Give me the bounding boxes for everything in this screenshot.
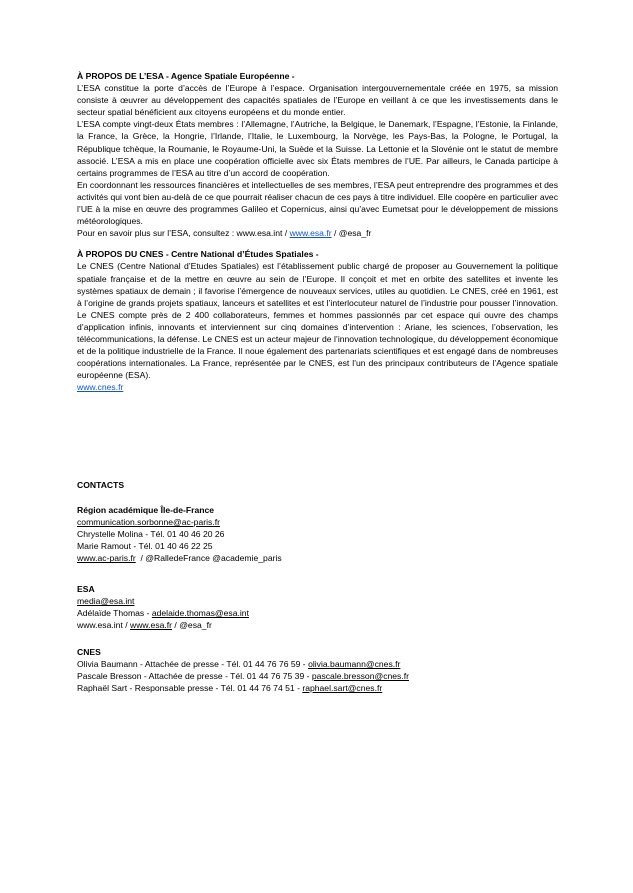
esa-web-prefix: www.esa.int / <box>77 620 131 631</box>
esa-fr-link[interactable]: www.esa.fr <box>289 228 332 239</box>
esa-person-email-link[interactable]: adelaide.thomas@esa.int <box>151 608 249 619</box>
region-title: Région académique Île-de-France <box>77 505 215 515</box>
region-web-suffix: / @RalledeFrance @academie_paris <box>135 553 282 564</box>
region-email-link[interactable]: communication.sorbonne@ac-paris.fr <box>77 517 220 528</box>
cnes-link-line <box>77 381 558 393</box>
spacer <box>77 239 558 248</box>
esa-paragraph-1: L’ESA constitue la porte d’accès de l’Europe à l’espace. Organisation intergouvernementale créée en 1975, sa mission consiste à œuvrer au développement des capacités spatiales de l’Europe en veillant à ce que les investissements dans le secteur spatial bénéficient aux citoyens européens et du monde entier. <box>77 83 558 118</box>
region-person-1: Chrystelle Molina - Tél. 01 40 46 20 26 <box>77 529 225 540</box>
about-sections <box>77 70 558 393</box>
cnes-paragraph: Le CNES (Centre National d’Etudes Spatiales) est l’établissement public chargé de proposer au Gouvernement la politique spatiale française et de la mettre en œuvre au sein de l’Europe. Il conçoit et met en orbite des satellites et invente les systèmes spatiaux de demain ; il favorise l’émergence de nouveaux services, utiles au quotidien. Le CNES, créé en 1961, est à l’origine de grands projets spatiaux, lanceurs et satellites et est l’interlocuteur naturel de l’industrie pour pousser l’innovation. Le CNES compte près de 2 400 collaborateurs, femmes et hommes passionnés par cet espace qui ouvre des champs d’application infinis, innovants et interviennent sur cinq domaines d’intervention : Ariane, les sciences, l’observation, les télécommunications, la défense. Le CNES est un acteur majeur de l’innovation technologique, du développement économique et de la politique industrielle de la France. Il noue également des partenariats scientifiques et est engagé dans de nombreuses coopérations internationales. La France, représentée par le CNES, est l’un des principaux contributeurs de l’Agence spatiale européenne (ESA). <box>77 261 558 381</box>
contact-esa <box>77 583 557 631</box>
esa-heading: À PROPOS DE L’ESA - Agence Spatiale Européenne - <box>77 71 295 81</box>
esa-paragraph-2: L’ESA compte vingt-deux États membres : l’Allemagne, l’Autriche, la Belgique, le Danemark, l’Espagne, l’Estonie, la Finlande, la France, la Grèce, la Hongrie, l’Irlande, l’Italie, le Luxembourg, la Norvège, les Pays-Bas, la Pologne, le Portugal, la République tchèque, la Roumanie, le Royaume-Uni, la Suède et la Suisse. La Lettonie et la Slovénie ont le statut de membre associé. L’ESA a mis en place une coopération officielle avec six États membres de l’UE. Par ailleurs, le Canada participe à certains programmes de l’ESA au titre d’un accord de coopération. <box>77 119 558 178</box>
esa-more-suffix: / @esa_fr <box>331 228 372 239</box>
esa-web-link[interactable]: www.esa.fr <box>130 620 173 631</box>
esa-contact-title: ESA <box>77 584 95 594</box>
cnes-person-1-email-link[interactable]: olivia.baumann@cnes.fr <box>308 659 401 670</box>
contacts-title: CONTACTS <box>77 480 125 490</box>
cnes-person-2: Pascale Bresson - Attachée de presse - Tél. 01 44 76 75 39 - <box>77 671 312 682</box>
esa-more-info <box>77 227 558 239</box>
cnes-person-3: Raphaël Sart - Responsable presse - Tél. 01 44 76 74 51 - <box>77 683 303 694</box>
cnes-person-1: Olivia Baumann - Attachée de presse - Tél. 01 44 76 76 59 - <box>77 659 309 670</box>
esa-more-prefix: Pour en savoir plus sur l’ESA, consultez : www.esa.int / <box>77 228 290 239</box>
region-person-2: Marie Ramout - Tél. 01 40 46 22 25 <box>77 541 213 552</box>
esa-person-prefix: Adélaïde Thomas - <box>77 608 152 619</box>
cnes-contact-title: CNES <box>77 647 101 657</box>
cnes-person-3-email-link[interactable]: raphael.sart@cnes.fr <box>302 683 383 694</box>
esa-media-email-link[interactable]: media@esa.int <box>77 596 135 607</box>
contact-cnes <box>77 646 557 694</box>
esa-paragraph-3: En coordonnant les ressources financières et intellectuelles de ses membres, l’ESA peut entreprendre des programmes et des activités qui vont bien au-delà de ce que pourrait réaliser chacun de ces pays à titre individuel. Elle coopère en particulier avec l’UE à la mise en œuvre des programmes Galileo et Copernicus, ainsi qu’avec Eumetsat pour le développement de missions météorologiques. <box>77 179 558 227</box>
cnes-heading: À PROPOS DU CNES - Centre National d’Études Spatiales - <box>77 249 319 260</box>
esa-web-suffix: / @esa_fr <box>172 620 212 631</box>
contact-region <box>77 504 557 564</box>
cnes-person-2-email-link[interactable]: pascale.bresson@cnes.fr <box>311 671 409 682</box>
region-web-link[interactable]: www.ac-paris.fr <box>77 553 136 564</box>
cnes-link[interactable]: www.cnes.fr <box>77 382 124 393</box>
